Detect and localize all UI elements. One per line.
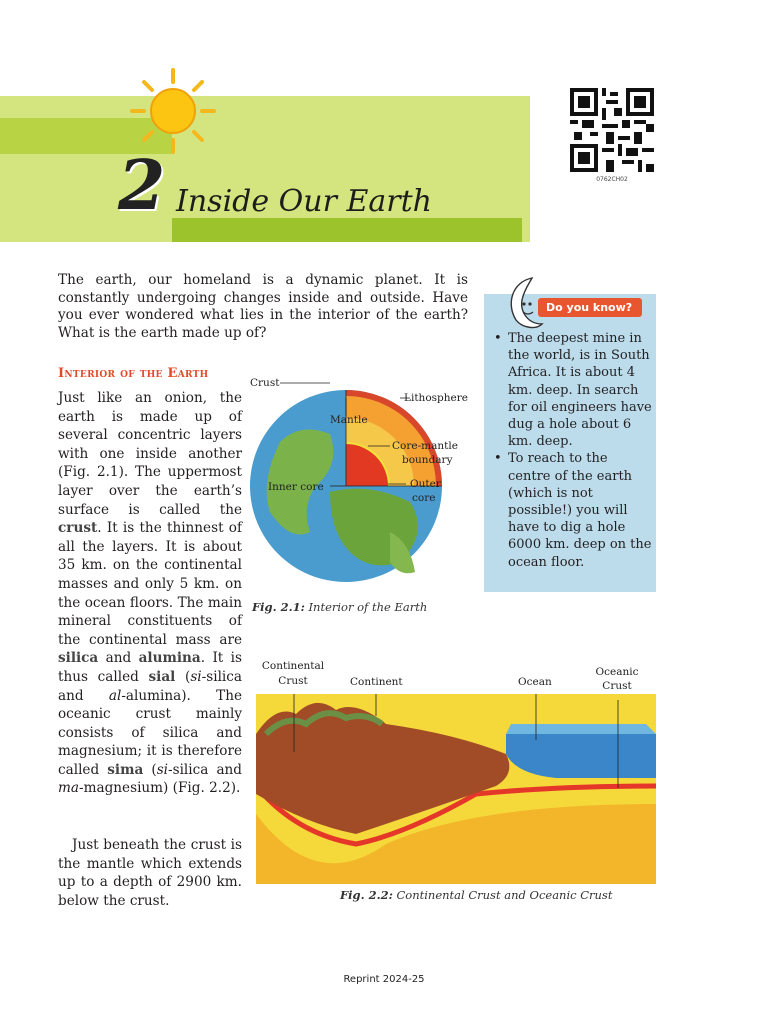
- label-oceanic-crust-1: Oceanic: [595, 666, 639, 678]
- label-continental-crust-2: Crust: [278, 675, 308, 687]
- crust-cross-section-diagram: [256, 694, 656, 884]
- list-item: • To reach to the centre of the earth (which is not possible!) you will have to dig a hole 6000 km. deep on the ocean floor.: [492, 450, 652, 570]
- qr-code-label: 0762CH02: [596, 176, 628, 183]
- chapter-title: Inside Our Earth: [176, 184, 432, 219]
- list-item: • The deepest mine in the world, is in South Africa. It is about 4 km. deep. In search for oil engineers have dug a hole about 6 km. deep.: [492, 330, 652, 450]
- do-you-know-title: Do you know?: [538, 298, 642, 317]
- fig1-caption: Fig. 2.1: Interior of the Earth: [252, 600, 428, 614]
- label-ocean: Ocean: [518, 676, 552, 688]
- fig2-caption: Fig. 2.2: Continental Crust and Oceanic Crust: [340, 888, 613, 902]
- label-core-mantle-2: boundary: [402, 454, 453, 466]
- label-core-mantle-1: Core-mantle: [392, 440, 458, 452]
- label-mantle: Mantle: [330, 414, 368, 426]
- label-continent: Continent: [350, 676, 403, 688]
- label-continental-crust-1: Continental: [261, 660, 325, 672]
- sun-icon: [128, 66, 218, 156]
- ocean-layer: [506, 734, 656, 778]
- label-outer-core-2: core: [412, 492, 436, 504]
- footer-reprint: Reprint 2024-25: [343, 974, 425, 985]
- intro-paragraph: The earth, our homeland is a dynamic planet. It is constantly undergoing changes inside and outside. Have you ever wondered what lies in the interior of the earth? What is the earth made up of?: [58, 272, 468, 341]
- label-inner-core: Inner core: [268, 481, 324, 493]
- header-banner-underline: [172, 218, 522, 242]
- label-lithosphere: Lithosphere: [404, 392, 468, 404]
- label-oceanic-crust-2: Crust: [602, 680, 632, 692]
- section-heading: Interior of the Earth: [58, 366, 209, 381]
- label-crust: Crust: [250, 377, 280, 389]
- qr-code-icon[interactable]: [570, 88, 654, 172]
- do-you-know-list: [492, 330, 652, 571]
- body-paragraph-2: Just beneath the crust is the mantle which extends up to a depth of 2900 km. below the crust.: [58, 837, 242, 909]
- label-outer-core-1: Outer: [410, 478, 441, 490]
- body-paragraph: Just like an onion, the earth is made up of several concentric layers with one inside another (Fig. 2.1). The uppermost layer over the earth’s surface is called the crust. It is the thinnest of all the layers. It is about 35 km. on the continental masses and only 5 km. on the ocean floors. The main mineral constituents of the continental mass are silica and alumina. It is thus called sial (si-silica and al-alumina). The oceanic crust mainly consists of silica and magnesium; it is therefore called sima (si-silica and ma-magnesium) (Fig. 2.2).: [58, 390, 243, 797]
- chapter-number: 2: [118, 146, 164, 226]
